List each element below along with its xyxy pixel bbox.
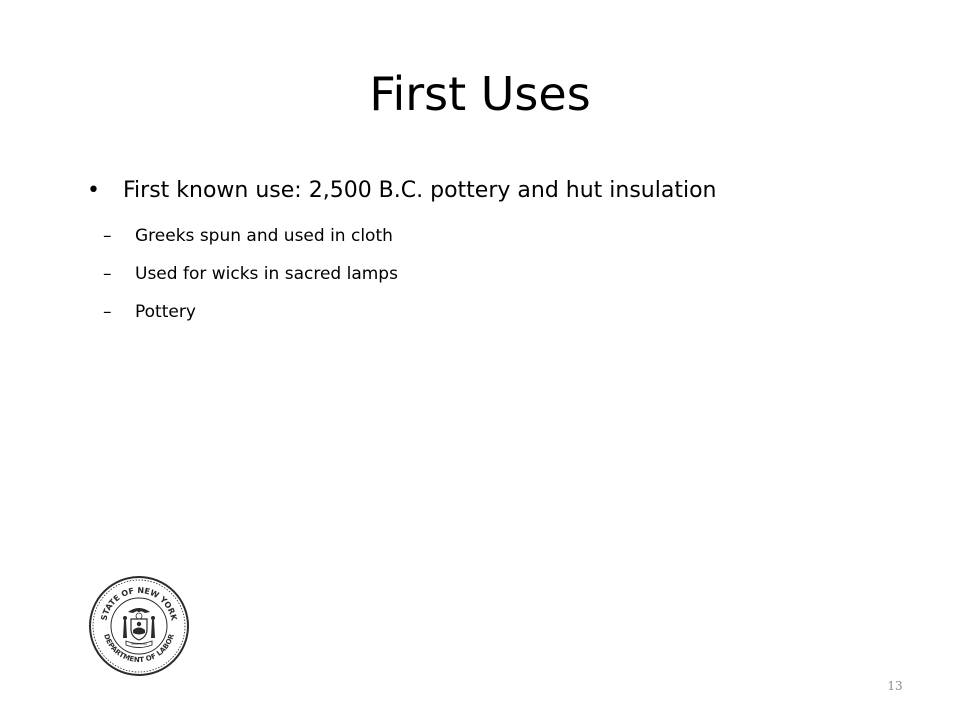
bullet-list — [87, 165, 907, 331]
bullet-marker: • — [87, 178, 100, 203]
sub-bullet-text: Used for wicks in sacred lamps — [135, 264, 398, 284]
sub-bullet-marker: – — [103, 264, 112, 284]
department-of-labor-seal-icon — [88, 575, 190, 677]
bullet-text: First known use: 2,500 B.C. pottery and hut insulation — [123, 178, 717, 203]
sub-bullet-item — [103, 255, 907, 293]
sub-bullet-marker: – — [103, 226, 112, 246]
sub-bullet-text: Pottery — [135, 302, 196, 322]
slide-title: First Uses — [369, 67, 591, 121]
sub-bullet-marker: – — [103, 302, 112, 322]
seal-graphic — [88, 575, 190, 677]
sub-bullet-list — [103, 217, 907, 331]
bullet-item — [87, 165, 907, 217]
seal-bottom-text: DEPARTMENT OF LABOR — [102, 632, 176, 665]
sub-bullet-text: Greeks spun and used in cloth — [135, 226, 393, 246]
seal-top-text: STATE OF NEW YORK — [99, 585, 179, 622]
sub-bullet-item — [103, 293, 907, 331]
sub-bullet-item — [103, 217, 907, 255]
page-number: 13 — [887, 679, 903, 693]
